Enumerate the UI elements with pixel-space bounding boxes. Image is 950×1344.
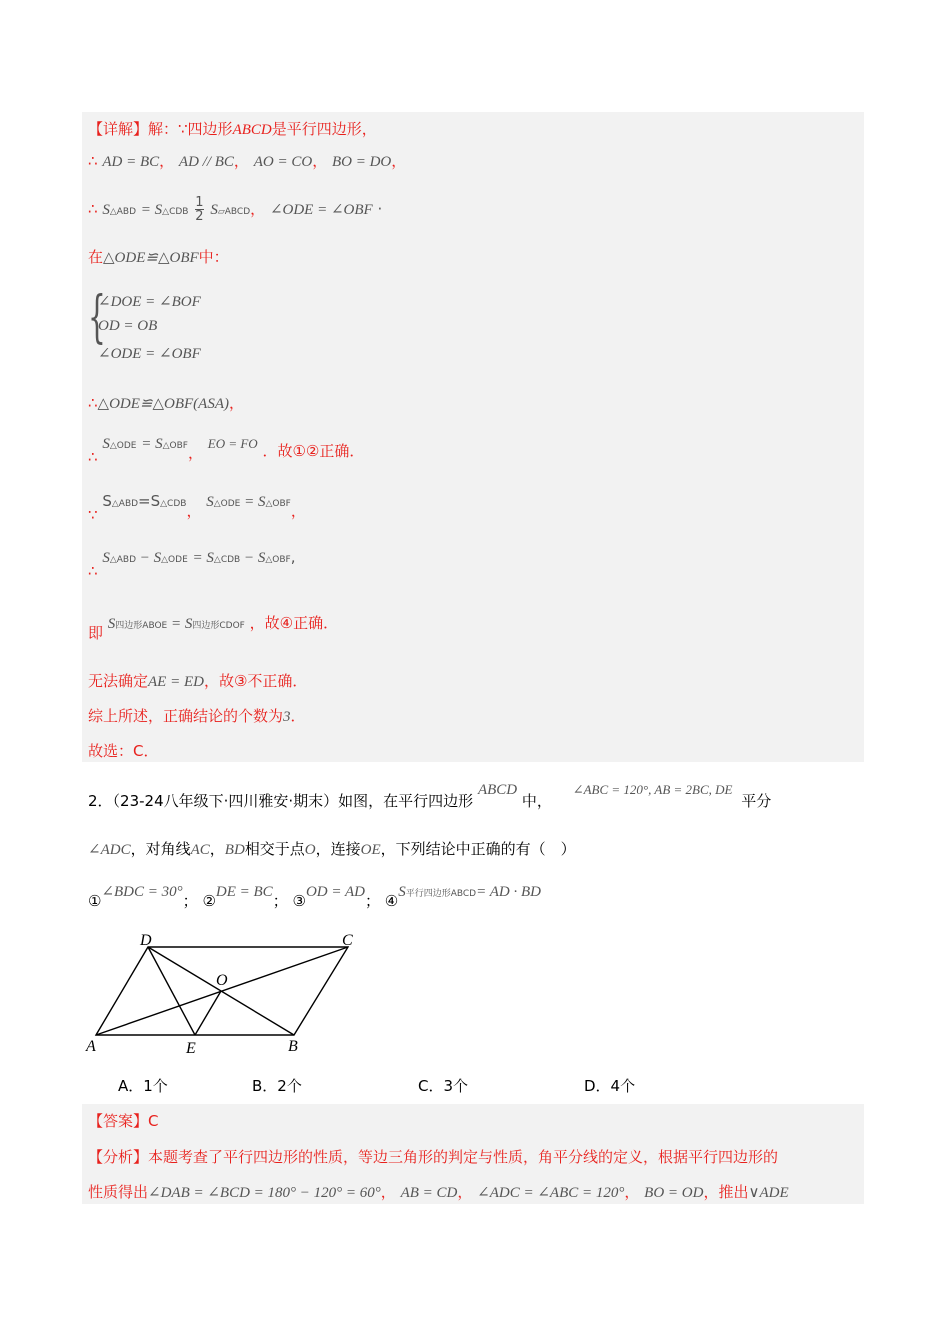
solution-line-12: 故选：C． bbox=[88, 742, 159, 760]
label-c: C bbox=[342, 932, 353, 949]
label-e: E bbox=[186, 1040, 196, 1057]
solution-line-6: ∴ S△ODE = S△OBF， EO = FO ．故①②正确． bbox=[88, 436, 365, 466]
solution-line-5: ∴△ODE≌△OBF(ASA)， bbox=[88, 394, 245, 412]
option-b[interactable]: B．2个 bbox=[252, 1077, 302, 1095]
label-o: O bbox=[216, 972, 228, 989]
label-d: D bbox=[140, 932, 152, 949]
option-a[interactable]: A．1个 bbox=[118, 1077, 168, 1095]
system-line-1: ∠DOE = ∠BOF bbox=[98, 294, 201, 310]
solution-line-7: ∵ S△ABD=S△CDB， S△ODE = S△OBF， bbox=[88, 492, 306, 524]
question-2-line-1: 2．（23-24八年级下·四川雅安·期末）如图，在平行四边形 ABCD 中， ∠ABC = 120°, AB = 2BC, DE 平分 bbox=[88, 782, 772, 810]
segment-oe bbox=[195, 991, 221, 1035]
system-line-2: OD = OB bbox=[98, 318, 158, 334]
analysis-line-2: 性质得出∠DAB = ∠BCD = 180° − 120° = 60°， AB = CD， ∠ADC = ∠ABC = 120°， BO = OD，推出∨ADE bbox=[88, 1183, 789, 1201]
question-2-line-2: ∠ADC，对角线AC，BD相交于点O，连接OE，下列结论中正确的有（ ） bbox=[88, 840, 576, 858]
analysis-line-1: 【分析】本题考查了平行四边形的性质，等边三角形的判定与性质，角平分线的定义，根据平行四边形的 bbox=[88, 1148, 779, 1166]
solution-line-3: ∴ S△ABD = S△CDB $\frac{1}{2}$ S▱ABCD， ∠ODE = ∠OBF · bbox=[88, 195, 383, 224]
question-2-conclusions: ①∠BDC = 30°； ②DE = BC； ③OD = AD； ④S平行四边形ABCD= AD · BD bbox=[88, 884, 541, 910]
label-b: B bbox=[288, 1038, 298, 1055]
option-c[interactable]: C．3个 bbox=[418, 1077, 469, 1095]
solution-line-2: ∴ AD = BC， AD // BC， AO = CO， BO = DO， bbox=[88, 152, 407, 170]
option-d[interactable]: D．4个 bbox=[584, 1077, 636, 1095]
solution-line-9: 即 S四边形ABOE = S四边形CDOF ，故④正确． bbox=[88, 614, 339, 642]
system-line-3: ∠ODE = ∠OBF bbox=[98, 346, 201, 362]
solution-line-1: 【详解】解：∵四边形ABCD是平行四边形， bbox=[88, 120, 377, 138]
label-a: A bbox=[86, 1038, 96, 1055]
answer-label: 【答案】C bbox=[88, 1112, 159, 1130]
solution-line-4: 在△ODE≌△OBF中： bbox=[88, 248, 229, 266]
solution-line-11: 综上所述，正确结论的个数为3． bbox=[88, 707, 306, 725]
solution-line-8: ∴ S△ABD − S△ODE = S△CDB − S△OBF, bbox=[88, 548, 296, 580]
solution-line-10: 无法确定AE = ED，故③不正确． bbox=[88, 672, 308, 690]
system-brace: { bbox=[88, 285, 106, 350]
segment-de bbox=[148, 947, 195, 1035]
parallelogram-figure bbox=[80, 925, 370, 1060]
